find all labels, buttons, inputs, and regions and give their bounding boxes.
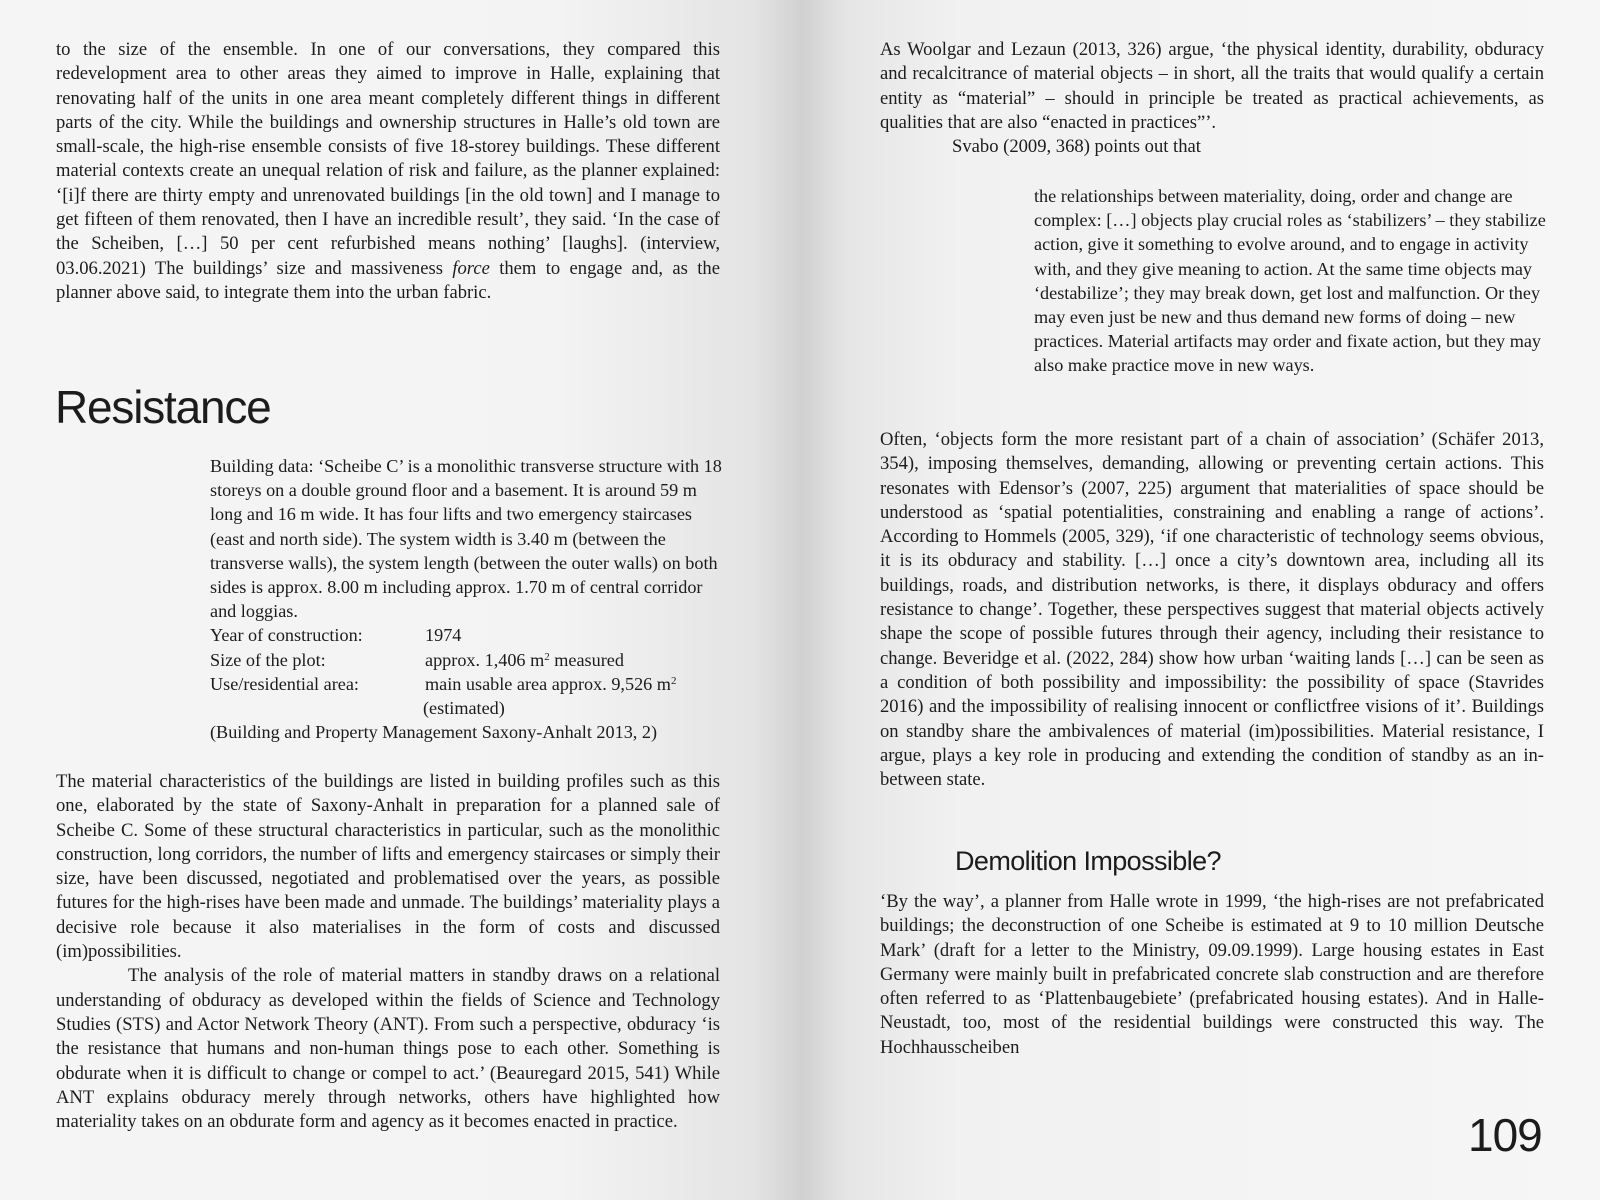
- paragraph-text: to the size of the ensemble. In one of our conversations, they compared this redevelopment area to other areas they aimed to improve in Halle, explaining that renovating half of the units in one area meant completely different things in different parts of the city. While the buildings and ownership structures in Halle’s old town are small-scale, the high-rise ensemble consists of five 18-storey buildings. These different material contexts create an unequal relation of risk and failure, as the planner explained: ‘[i]f there are thirty empty and unrenovated buildings [in the old town] and I manage to get fifteen of them renovated, then I have an incredible result’, they said. ‘In the case of the Scheiben, […] 50 per cent refurbished means nothing’ [laughs]. (interview, 03.06.2021) The buildings’ size and massiveness: [56, 39, 720, 279]
- paragraph-text: them to engage and, as the planner above said, to integrate them into the urban fabric.: [56, 257, 720, 303]
- building-data-block: [210, 454, 722, 744]
- emphasis-text: force: [452, 257, 490, 279]
- paragraph: As Woolgar and Lezaun (2013, 326) argue, ‘the physical identity, durability, obduracy and recalcitrance of material objects – in short, all the traits that would qualify a certain entity as “material” – should in principle be treated as practical achievements, as qualities that are also “enacted in practices”’.: [880, 39, 1544, 133]
- section-heading: Resistance: [55, 381, 271, 433]
- data-value: [425, 648, 722, 672]
- page-number: 109: [1468, 1109, 1542, 1161]
- data-row-year: [210, 623, 722, 647]
- data-label: Use/residential area:: [210, 673, 359, 694]
- building-data-source: (Building and Property Management Saxony-Anhalt 2013, 2): [210, 722, 658, 743]
- unit-superscript: 2: [670, 674, 677, 687]
- subsection-heading: Demolition Impossible?: [955, 846, 1221, 876]
- right-top-paragraph: [880, 38, 1544, 159]
- right-page: [800, 0, 1600, 1200]
- paragraph: The analysis of the role of material matters in standby draws on a relational understanding of obduracy as developed within the fields of Science and Technology Studies (STS) and Actor Network Theory (ANT). From such a perspective, obduracy ‘is the resistance that humans and non-human things pose to each other. Something is obdurate when it is difficult to change or compel to act.’ (Beauregard 2015, 541) While ANT explains obduracy merely through networks, others have highlighted how materiality takes on an obdurate form and agency as it becomes enacted in practice.: [56, 965, 720, 1133]
- data-label: Size of the plot:: [210, 649, 326, 670]
- data-value: 1974: [425, 625, 462, 646]
- data-label: Year of construction:: [210, 625, 363, 646]
- paragraph: Often, ‘objects form the more resistant part of a chain of association’ (Schäfer 2013, 354), imposing themselves, demanding, allowing or preventing certain actions. This resonates with Edensor’s (2007, 225) argument that materialities of space should be understood as ‘spatial potentialities, constraining and enabling a range of actions’. According to Hommels (2005, 329), ‘if one characteristic of technology seems obvious, it is its obduracy and stability. […] once a city’s downtown area, including all its buildings, roads, and distribution networks, is there, it displays obduracy and offers resistance to change’. Together, these perspectives suggest that material objects actively shape the scope of possible futures through their agency, including their resistance to change. Beveridge et al. (2022, 284) show how urban ‘waiting lands […] can be seen as a condition of both possibility and impossibility: the possibility of space (Stavrides 2016) and the impossibility of realising innocent or conflictfree visions of it’. Buildings on standby share the ambivalences of material (im)possibilities. Material resistance, I argue, plays a key role in producing and extending the condition of standby as an in-between state.: [880, 429, 1544, 791]
- plot-value: approx. 1,406 m: [425, 649, 545, 670]
- paragraph: ‘By the way’, a planner from Halle wrote in 1999, ‘the high-rises are not prefabricated buildings; the deconstruction of one Scheibe is estimated at 9 to 10 million Deutsche Mark’ (draft for a letter to the Ministry, 09.09.1999). Large housing estates in East Germany were mainly built in prefabricated concrete slab construction and are therefore often referred to as ‘Plattenbaugebiete’ (prefabricated housing estates). And in Halle-Neustadt, too, most of the residential buildings were constructed this way. The Hochhausscheiben: [880, 891, 1544, 1058]
- unit-superscript: 2: [544, 650, 550, 663]
- data-value-continued: (estimated): [423, 698, 505, 719]
- building-data-intro: Building data: ‘Scheibe C’ is a monolithic transverse structure with 18 storeys on a double ground floor and a basement. It is around 59 m long and 16 m wide. It has four lifts and two emergency staircases (east and north side). The system width is 3.40 m (between the transverse walls), the system length (between the outer walls) on both sides is approx. 8.00 m including approx. 1.70 m of central corridor and loggias.: [210, 456, 722, 622]
- right-body-text: [880, 428, 1544, 792]
- plot-after: measured: [549, 649, 624, 670]
- paragraph: The material characteristics of the buildings are listed in building profiles such as this one, elaborated by the state of Saxony-Anhalt in preparation for a planned sale of Scheibe C. Some of these structural characteristics in particular, such as the monolithic construction, long corridors, the number of lifts and emergency staircases or simply their size, have been discussed, negotiated and problematised over the years, as possible futures for the high-rises have been made and unmade. The buildings’ materiality plays a decisive role because it also materialises in the form of costs and discussed (im)possibilities.: [56, 771, 720, 963]
- data-value: [425, 672, 722, 696]
- right-body-text-2: [880, 890, 1544, 1060]
- data-row-plot: [210, 648, 722, 672]
- block-quote: [1034, 184, 1546, 378]
- paragraph: Svabo (2009, 368) points out that: [952, 136, 1201, 158]
- left-top-paragraph: [56, 38, 720, 305]
- block-quote-text: the relationships between materiality, doing, order and change are complex: […] objects play crucial roles as ‘stabilizers’ – they stabilize action, give it something to evolve around, and to engage in activity with, and they give meaning to action. At the same time objects may ‘destabilize’; they may break down, get lost and malfunction. Or they may even just be new and thus demand new forms of doing – new practices. Material artifacts may order and fixate action, but they may also make practice move in new ways.: [1034, 186, 1546, 376]
- left-body-text: [56, 770, 720, 1134]
- data-row-use: [210, 672, 722, 696]
- use-value: main usable area approx. 9,526 m: [425, 673, 671, 694]
